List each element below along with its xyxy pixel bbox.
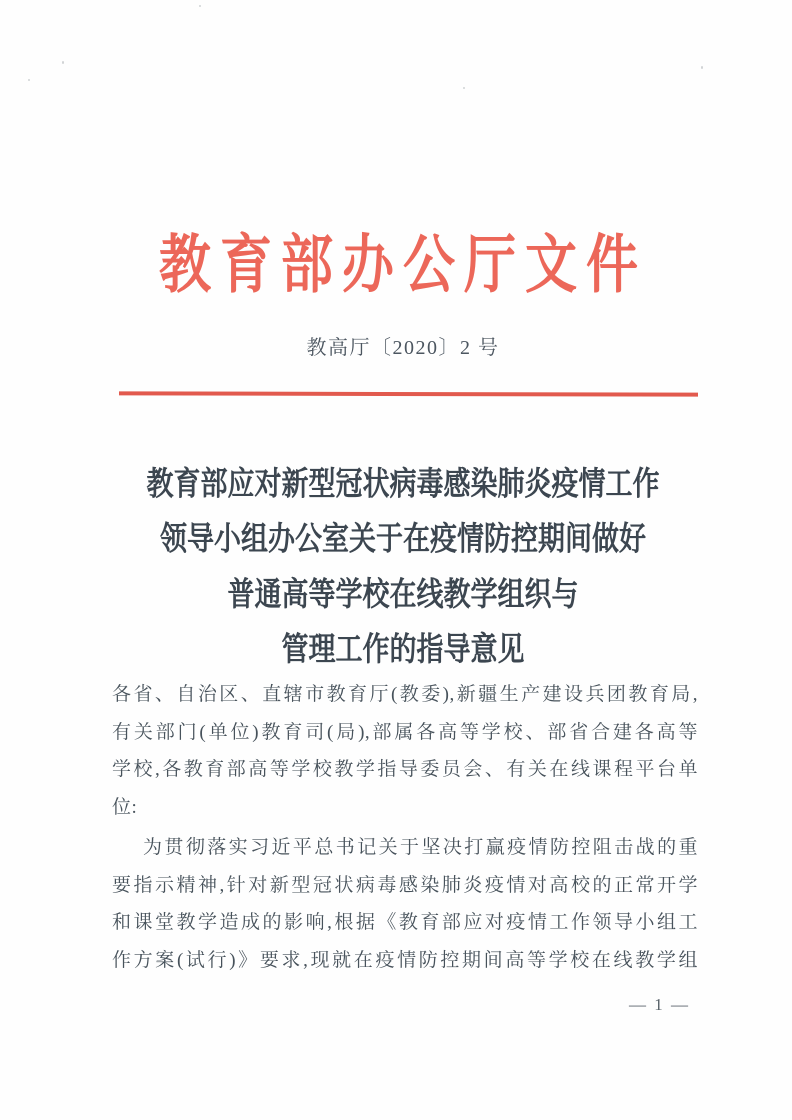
body-text-line: 作方案(试行)》要求,现就在疫情防控期间高等学校在线教学组 [112, 949, 698, 971]
body-text-line: 和课堂教学造成的影响,根据《教育部应对疫情工作领导小组工 [112, 912, 698, 933]
red-divider-line [119, 391, 698, 396]
body-text-line: 有关部门(单位)教育司(局),部属各高等学校、部省合建各高等 [112, 721, 698, 743]
page-number: — 1 — [629, 995, 690, 1014]
body-text-line: 为贯彻落实习近平总书记关于坚决打赢疫情防控阻击战的重 [143, 837, 698, 858]
body-paragraph [112, 829, 698, 979]
body-text-line: 学校,各教育部高等学校教学指导委员会、有关在线课程平台单 [112, 759, 698, 780]
scan-speck [701, 66, 703, 69]
document-title-line: 管理工作的指导意见 [281, 631, 525, 668]
scan-speck [28, 79, 30, 81]
recipients-paragraph [112, 676, 698, 826]
document-title-line: 普通高等学校在线教学组织与 [227, 576, 579, 612]
document-title-line: 领导小组办公室关于在疫情防控期间做好 [160, 520, 646, 557]
agency-masthead-title: 教育部办公厅文件 [158, 231, 647, 302]
document-number: 教高厅〔2020〕2 号 [306, 337, 500, 359]
body-text-line: 要指示精神,针对新型冠状病毒感染肺炎疫情对高校的正常开学 [112, 874, 698, 896]
scan-speck [463, 87, 465, 89]
body-text-line: 位: [112, 796, 138, 818]
document-title-line: 教育部应对新型冠状病毒感染肺炎疫情工作 [146, 465, 660, 502]
scan-speck [62, 61, 64, 64]
body-text-line: 各省、自治区、直辖市教育厅(教委),新疆生产建设兵团教育局, [112, 684, 698, 705]
scan-speck [199, 5, 201, 7]
document-title [103, 456, 703, 677]
